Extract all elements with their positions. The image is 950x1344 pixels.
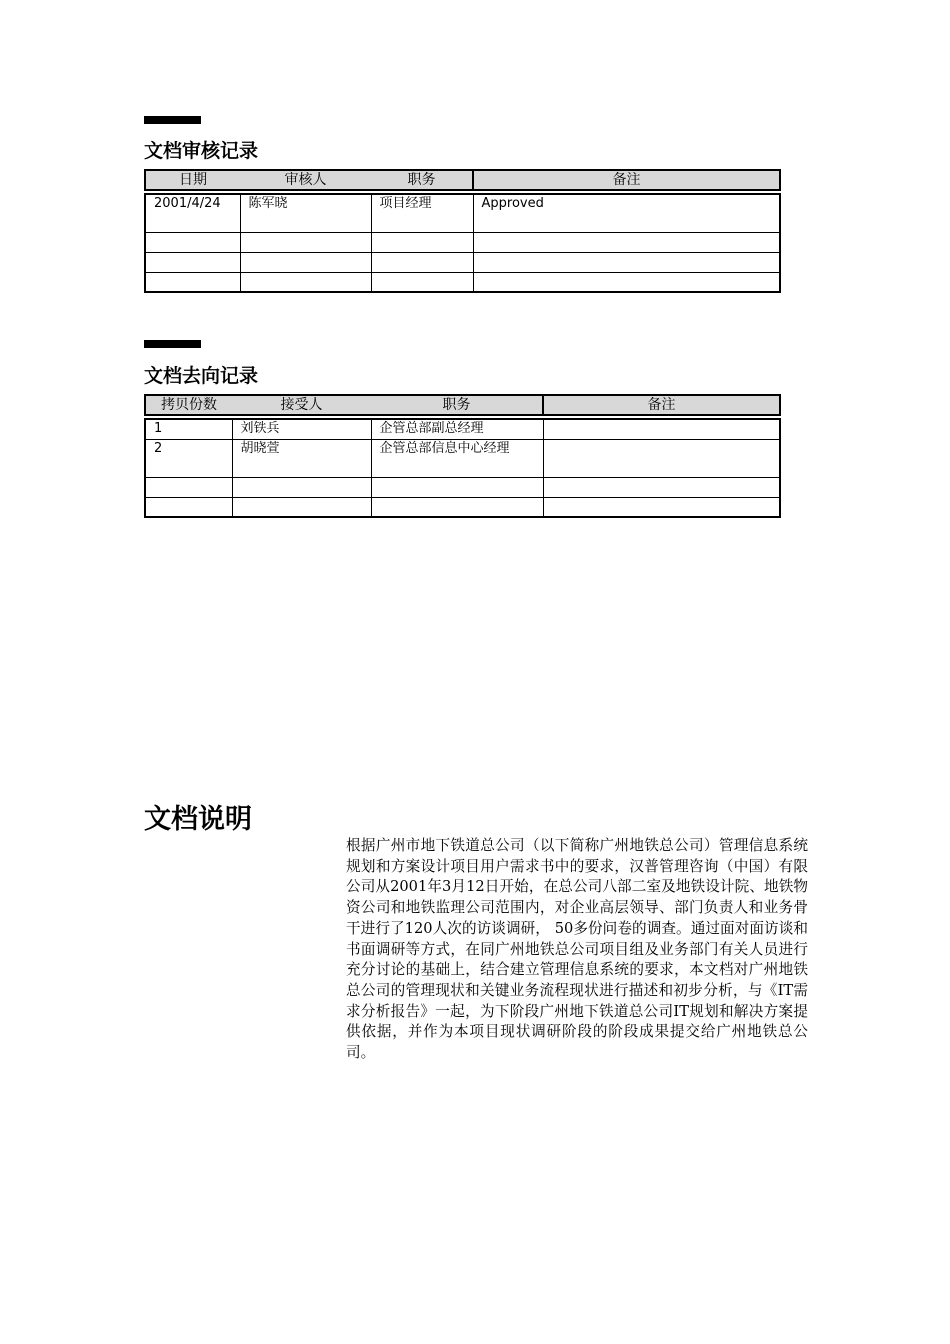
header-recipient: 接受人	[232, 395, 371, 415]
table-row	[145, 419, 780, 439]
reviewer-cell	[240, 252, 371, 272]
table-row	[145, 497, 780, 517]
remarks-cell	[473, 272, 780, 292]
header-copies: 拷贝份数	[145, 395, 232, 415]
table-row	[145, 439, 780, 477]
copies-cell: 2	[145, 439, 232, 477]
document-description-body: 根据广州市地下铁道总公司（以下简称广州地铁总公司）管理信息系统规划和方案设计项目用户需求书中的要求，汉普管理咨询（中国）有限公司从2001年3月12日开始，在总公司八部二室及地铁设计院、地铁物资公司和地铁监理公司范围内，对企业高层领导、部门负责人和业务骨干进行了120人次的访谈调研， 50多份问卷的调查。通过面对面访谈和书面调研等方式，在同广州地铁总公司项目组及业务部门有关人员进行充分讨论的基础上，结合建立管理信息系统的要求，本文档对广州地铁总公司的管理现状和关键业务流程现状进行描述和初步分析，与《IT需求分析报告》一起，为下阶段广州地下铁道总公司IT规划和解决方案提供依据，并作为本项目现状调研阶段的阶段成果提交给广州地铁总公司。	[346, 837, 808, 1062]
position-cell	[371, 272, 473, 292]
date-cell	[145, 252, 240, 272]
table-row	[145, 252, 780, 272]
position-cell	[371, 252, 473, 272]
position-cell: 项目经理	[371, 194, 473, 232]
remarks-cell: Approved	[473, 194, 780, 232]
table-row	[145, 477, 780, 497]
position-cell	[371, 477, 543, 497]
table-row	[145, 194, 780, 232]
document-description-title: 文档说明	[144, 804, 252, 835]
recipient-cell	[232, 477, 371, 497]
distribution-record-table	[144, 394, 781, 518]
position-cell: 企管总部信息中心经理	[371, 439, 543, 477]
position-cell: 企管总部副总经理	[371, 419, 543, 439]
copies-cell: 1	[145, 419, 232, 439]
copies-cell	[145, 477, 232, 497]
date-cell	[145, 232, 240, 252]
remarks-cell	[543, 497, 780, 517]
remarks-cell	[543, 439, 780, 477]
position-cell	[371, 497, 543, 517]
copies-cell	[145, 497, 232, 517]
recipient-cell	[232, 497, 371, 517]
reviewer-cell	[240, 232, 371, 252]
section-marker-bar	[144, 116, 201, 124]
remarks-cell	[473, 232, 780, 252]
header-position: 职务	[371, 395, 543, 415]
table-row	[145, 232, 780, 252]
review-record-table	[144, 169, 781, 293]
table-header-row	[145, 170, 780, 190]
remarks-cell	[473, 252, 780, 272]
recipient-cell: 胡晓萱	[232, 439, 371, 477]
reviewer-cell: 陈军晓	[240, 194, 371, 232]
reviewer-cell	[240, 272, 371, 292]
table-header-row	[145, 395, 780, 415]
position-cell	[371, 232, 473, 252]
header-date: 日期	[145, 170, 240, 190]
remarks-cell	[543, 477, 780, 497]
date-cell: 2001/4/24	[145, 194, 240, 232]
table-row	[145, 272, 780, 292]
date-cell	[145, 272, 240, 292]
section-marker-bar	[144, 340, 201, 348]
review-record-title: 文档审核记录	[144, 140, 259, 162]
recipient-cell: 刘铁兵	[232, 419, 371, 439]
distribution-record-title: 文档去向记录	[144, 365, 259, 387]
header-reviewer: 审核人	[240, 170, 371, 190]
header-remarks: 备注	[473, 170, 780, 190]
header-remarks: 备注	[543, 395, 780, 415]
header-position: 职务	[371, 170, 473, 190]
remarks-cell	[543, 419, 780, 439]
